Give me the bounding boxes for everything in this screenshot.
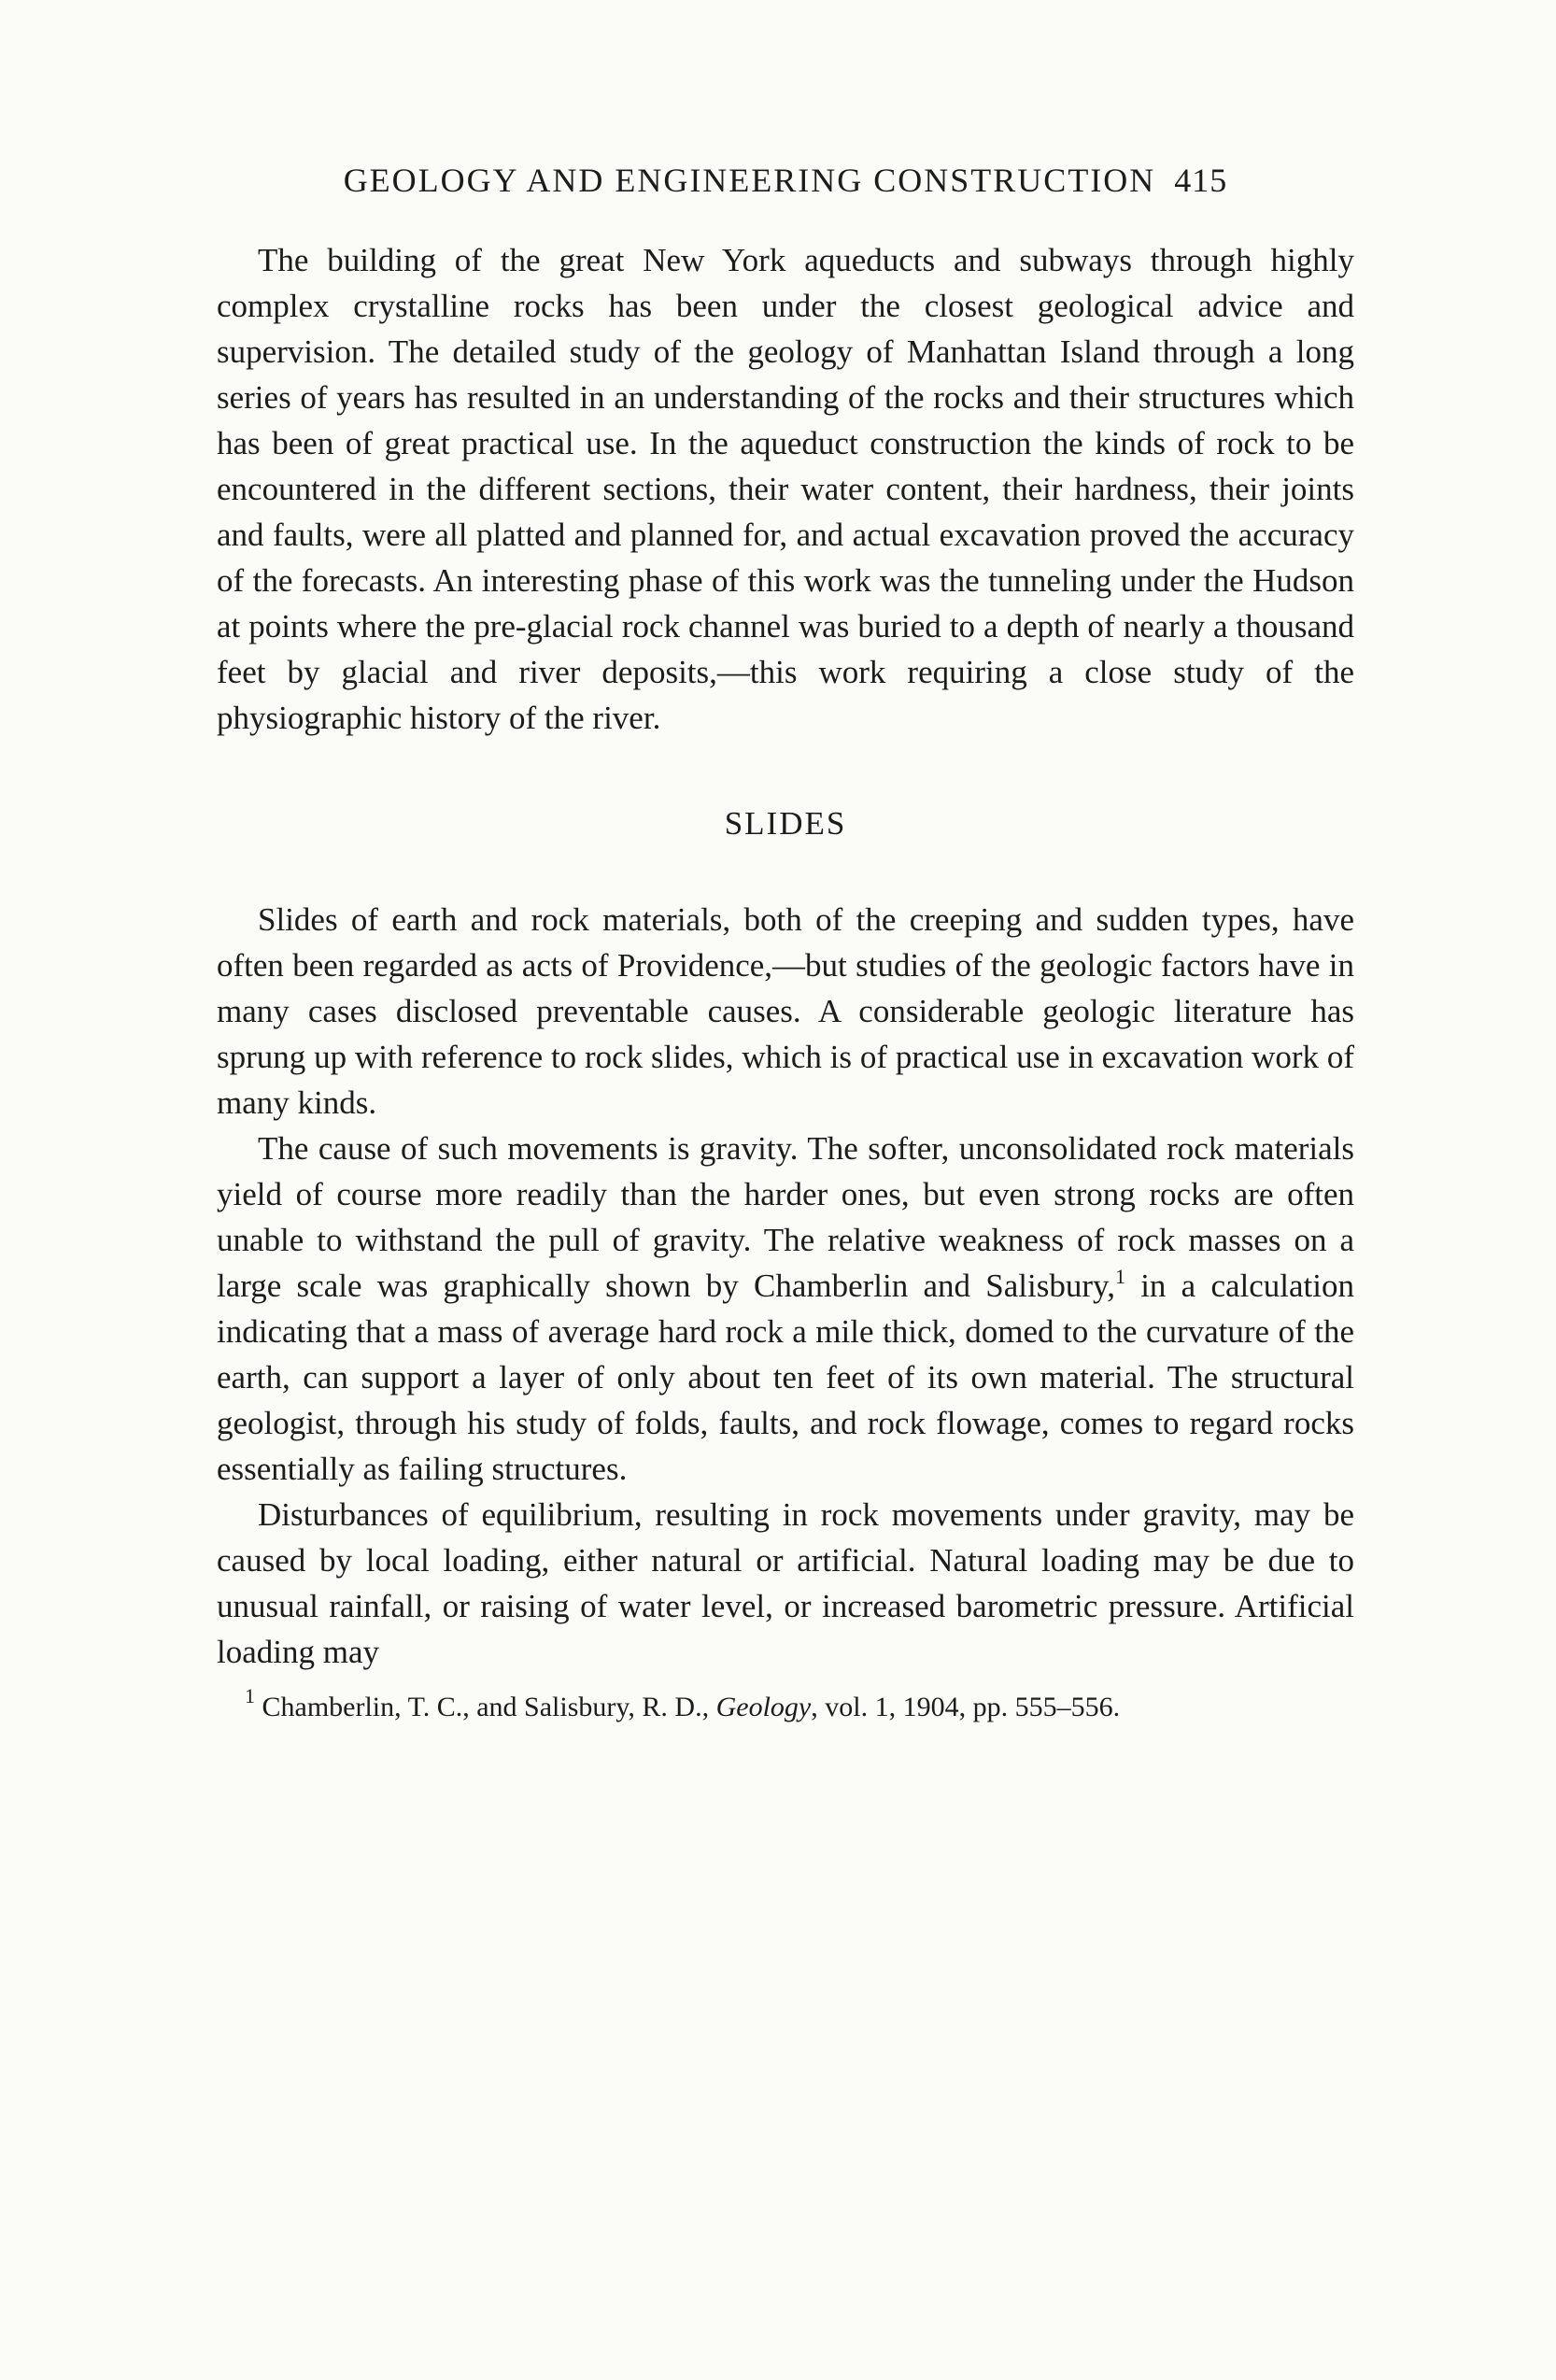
page-body bbox=[217, 237, 1354, 1728]
footnote-reference: 1 bbox=[1114, 1265, 1125, 1288]
footnote-marker: 1 bbox=[245, 1684, 255, 1707]
page-header bbox=[217, 161, 1354, 200]
paragraph-slides-intro: Slides of earth and rock materials, both of the creeping and sudden types, have often been regarded as acts of Providence,—but studies of the geologic factors have in many cases disclosed preventable causes. A considerable geologic literature has sprung up with reference to rock slides, which is of practical use in excavation work of many kinds. bbox=[217, 901, 1354, 1121]
paragraph-aqueducts: The building of the great New York aqueducts and subways through highly complex crystalline rocks has been under the closest geological advice and supervision. The detailed study of the geology of Manhattan Island through a long series of years has resulted in an understanding of the rocks and their structures which has been of great practical use. In the aqueduct construction the kinds of rock to be encountered in the different sections, their water content, their hardness, their joints and faults, were all platted and planned for, and actual excavation proved the accuracy of the forecasts. An interesting phase of this work was the tunneling under the Hudson at points where the pre-glacial rock channel was buried to a depth of nearly a thousand feet by glacial and river deposits,—this work requiring a close study of the physiographic history of the river. bbox=[217, 242, 1354, 736]
footnote-book-title: Geology bbox=[715, 1692, 812, 1722]
paragraph-disturbances: Disturbances of equilibrium, resulting in rock movements under gravity, may be caused by local loading, either natural or artificial. Natural loading may be due to unusual rainfall, or raising of water level, or increased barometric pressure. Artificial loading may bbox=[217, 1496, 1354, 1670]
paragraph-gravity-text: The cause of such movements is gravity. The softer, unconsolidated rock materials yield of course more readily than the harder ones, but even strong rocks are often unable to withstand the pull of gravity. The relative weakness of rock masses on a large scale was graphically shown by Chamberlin and Salisbury, bbox=[217, 1130, 1354, 1304]
paragraph-gravity bbox=[217, 1126, 1354, 1492]
footnote-citation-end: , vol. 1, 1904, pp. 555–556. bbox=[811, 1692, 1121, 1722]
page-number: 415 bbox=[1174, 162, 1228, 199]
running-title: GEOLOGY AND ENGINEERING CONSTRUCTION bbox=[343, 162, 1156, 199]
section-heading-slides: SLIDES bbox=[724, 805, 847, 842]
footnote bbox=[217, 1686, 1354, 1728]
footnote-citation-text: Chamberlin, T. C., and Salisbury, R. D., bbox=[255, 1692, 716, 1722]
paragraph-gravity-text-continued: in a calculation indicating that a mass of average hard rock a mile thick, domed to the curvature of the earth, can support a layer of only about ten feet of its own material. The structural geologist, through his study of folds, faults, and rock flowage, comes to regard rocks essentially as failing structures. bbox=[217, 1268, 1354, 1487]
